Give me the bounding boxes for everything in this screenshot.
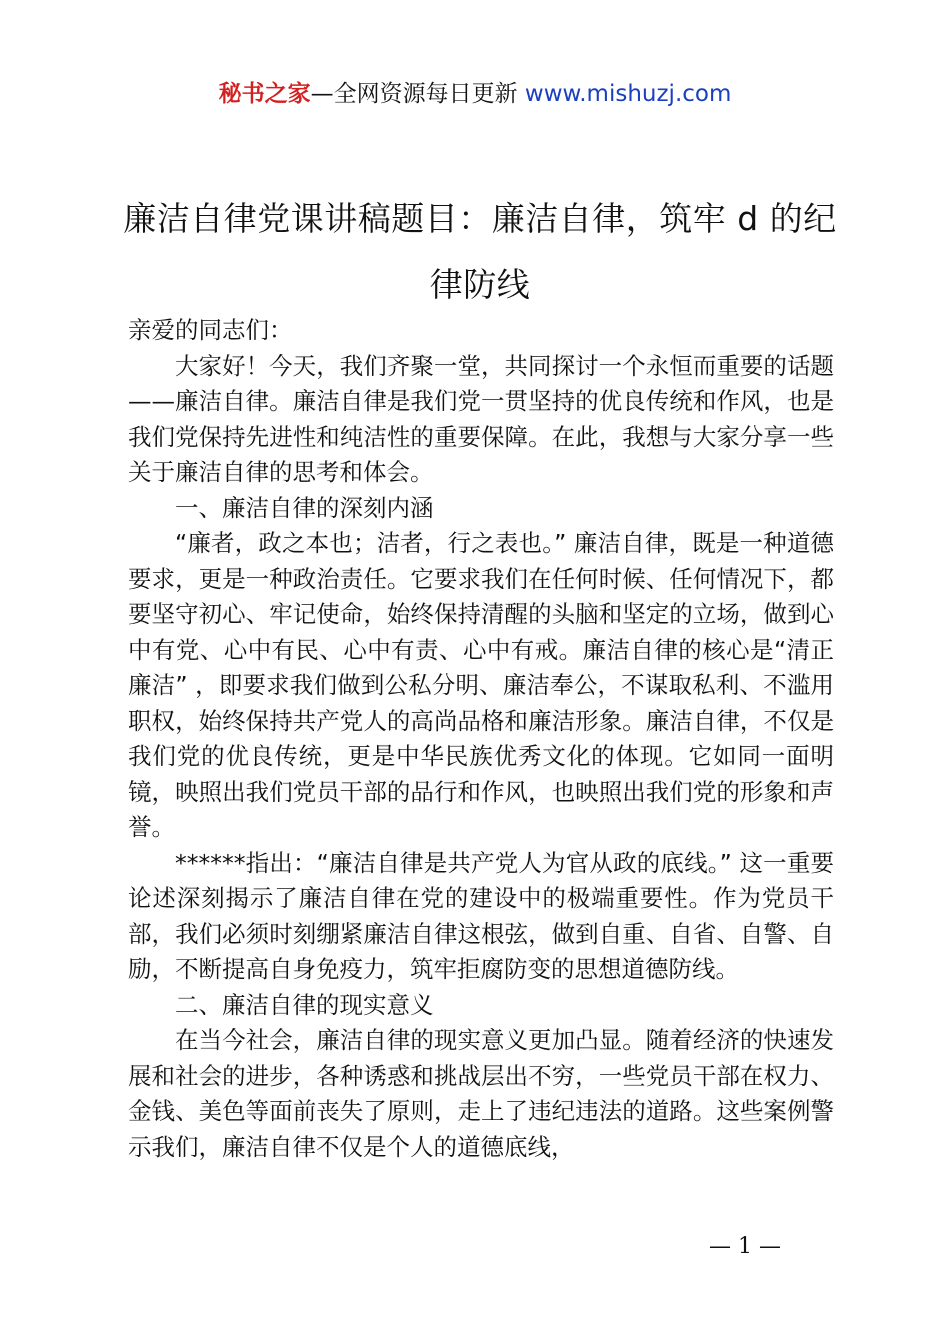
site-brand: 秘书之家 [218, 81, 311, 107]
paragraph-body-1: “廉者，政之本也；洁者，行之表也。” 廉洁自律，既是一种道德要求，更是一种政治责任。它要求我们在任何时候、任何情况下，都要坚守初心、牢记使命，始终保持清醒的头脑和坚定的立场，做到心中有党、心中有民、心中有责、心中有戒。廉洁自律的核心是“清正廉洁” ，即要求我们做到公私分明、廉洁奉公，不谋取私利、不滥用职权，始终保持共产党人的高尚品格和廉洁形象。廉洁自律，不仅是我们党的优良传统，更是中华民族优秀文化的体现。它如同一面明镜，映照出我们党员干部的品行和作风，也映照出我们党的形象和声誉。 [128, 529, 834, 841]
paragraph-body-3: 在当今社会，廉洁自律的现实意义更加凸显。随着经济的快速发展和社会的进步，各种诱惑和挑战层出不穷，一些党员干部在权力、金钱、美色等面前丧失了原则，走上了违纪违法的道路。这些案例警示我们，廉洁自律不仅是个人的道德底线， [128, 1026, 834, 1161]
section-heading-1: 一、廉洁自律的深刻内涵 [175, 493, 434, 522]
document-title: 廉洁自律党课讲稿题目：廉洁自律，筑牢 d 的纪律防线 [123, 199, 837, 304]
site-slogan: —全网资源每日更新 [310, 81, 525, 107]
greeting: 亲爱的同志们： [128, 316, 293, 344]
site-banner [0, 78, 950, 110]
paragraph-intro: 大家好！今天，我们齐聚一堂，共同探讨一个永恒而重要的话题——廉洁自律。廉洁自律是我们党一贯坚持的优良传统和作风，也是我们党保持先进性和纯洁性的重要保障。在此，我想与大家分享一些关于廉洁自律的思考和体会。 [128, 351, 834, 486]
section-heading-2: 二、廉洁自律的现实意义 [175, 990, 434, 1019]
site-url-link[interactable]: www.mishuzj.com [524, 81, 732, 107]
document-body [128, 313, 834, 1165]
page-number: — 1 — [709, 1234, 781, 1259]
paragraph-body-2: ******指出：“廉洁自律是共产党人为官从政的底线。” 这一重要论述深刻揭示了廉洁自律在党的建设中的极端重要性。作为党员干部，我们必须时刻绷紧廉洁自律这根弦，做到自重、自省、自警、自励，不断提高自身免疫力，筑牢拒腐防变的思想道德防线。 [128, 848, 834, 983]
